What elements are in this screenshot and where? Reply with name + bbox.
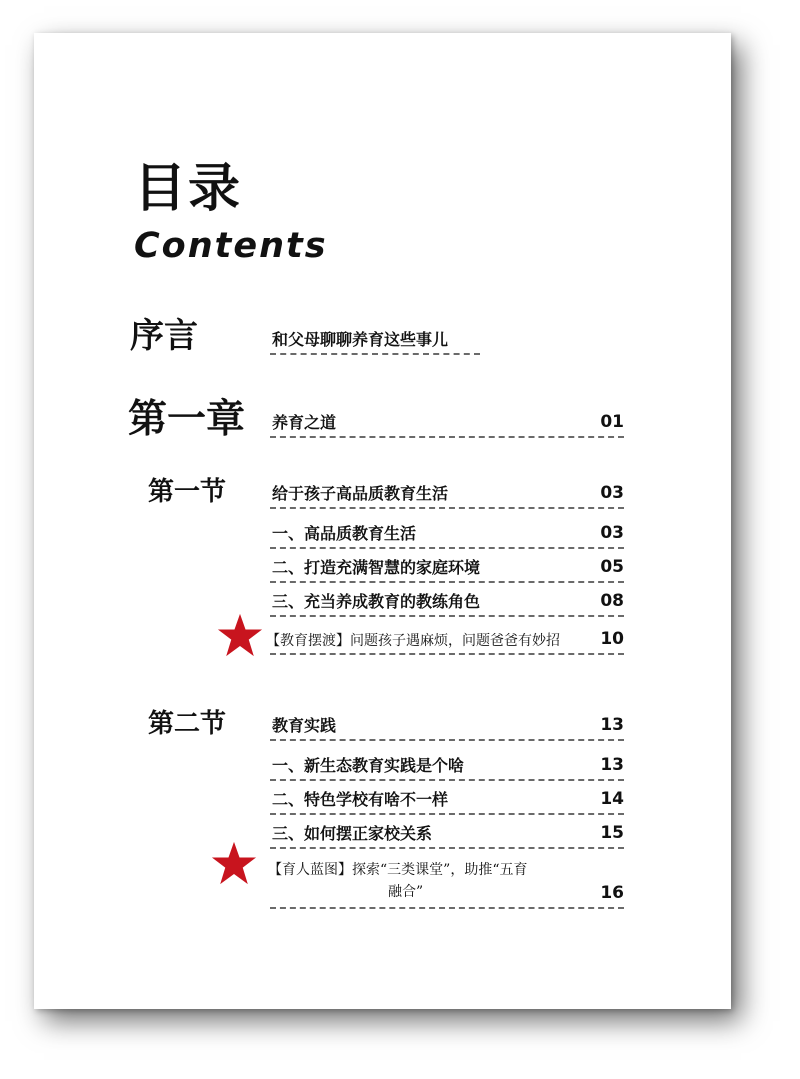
- toc-entry-featured[interactable]: [266, 621, 624, 655]
- entry-page: 03: [600, 483, 624, 503]
- section-heading: 第一节: [148, 477, 227, 507]
- entry-page: 16: [600, 883, 624, 903]
- toc-entry[interactable]: [270, 817, 624, 849]
- chapter-heading: 第一章: [128, 397, 246, 442]
- toc-entry[interactable]: [270, 749, 624, 781]
- entry-title-line2: 融合”: [388, 884, 424, 900]
- entry-title: 二、打造充满智慧的家庭环境: [272, 558, 481, 577]
- entry-title: 三、充当养成教育的教练角色: [272, 592, 481, 611]
- entry-page: 05: [600, 557, 624, 577]
- toc-entry[interactable]: [270, 551, 624, 583]
- entry-title: 三、如何摆正家校关系: [272, 824, 433, 843]
- entry-page: 03: [600, 523, 624, 543]
- entry-title-line1: 【育人蓝图】探索“三类课堂”，助推“五育: [268, 862, 528, 878]
- entry-page: 01: [600, 412, 624, 432]
- section-heading: 第二节: [148, 709, 227, 739]
- star-icon: [217, 612, 263, 658]
- preface-heading: 序言: [130, 316, 198, 356]
- entry-title: 养育之道: [272, 413, 337, 432]
- entry-title: 教育实践: [272, 716, 337, 735]
- entry-page: 13: [600, 715, 624, 735]
- entry-page: 15: [600, 823, 624, 843]
- entry-title: 和父母聊聊养育这些事儿: [272, 330, 449, 349]
- star-icon: [211, 840, 257, 886]
- preface-entry[interactable]: [270, 323, 480, 355]
- toc-entry[interactable]: [270, 477, 624, 509]
- toc-entry[interactable]: [270, 783, 624, 815]
- entry-title: 二、特色学校有啥不一样: [272, 790, 449, 809]
- entry-page: 10: [600, 629, 624, 649]
- toc-page: [34, 33, 731, 1009]
- entry-page: 14: [600, 789, 624, 809]
- entry-title: 一、高品质教育生活: [272, 524, 417, 543]
- toc-entry[interactable]: [270, 517, 624, 549]
- toc-entry-featured[interactable]: [270, 855, 624, 909]
- toc-title: 目录: [134, 159, 243, 219]
- chapter-entry[interactable]: [270, 403, 624, 438]
- entry-title: 一、新生态教育实践是个啥: [272, 756, 465, 775]
- toc-entry[interactable]: [270, 585, 624, 617]
- entry-title: [268, 859, 578, 903]
- entry-page: 13: [600, 755, 624, 775]
- entry-page: 08: [600, 591, 624, 611]
- entry-title: 给于孩子高品质教育生活: [272, 484, 449, 503]
- entry-title: 【教育摆渡】问题孩子遇麻烦，问题爸爸有妙招: [266, 633, 560, 649]
- toc-entry[interactable]: [270, 709, 624, 741]
- toc-title-english: Contents: [134, 226, 328, 266]
